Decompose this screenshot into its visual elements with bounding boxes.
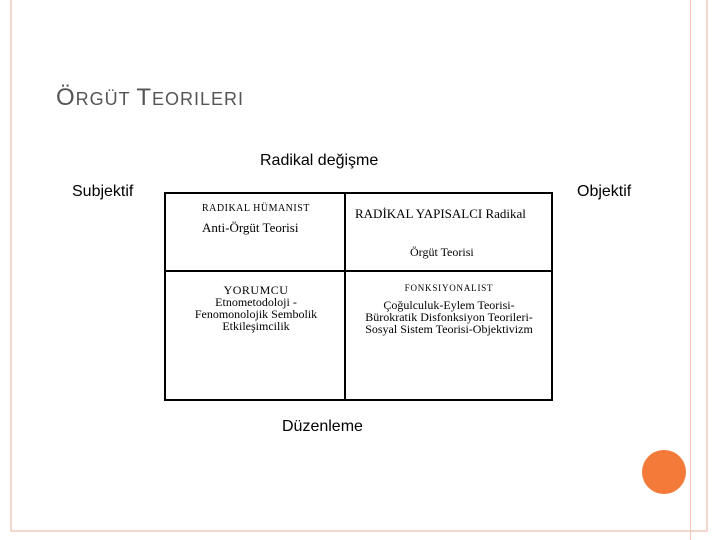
yorumcu-heading: YORUMCU (223, 283, 289, 297)
grid-top-border (164, 192, 553, 194)
fonksiyonalist-line-2: Bürokratik Disfonksiyon Teorileri- (365, 310, 533, 324)
slide-title (56, 84, 244, 112)
fonksiyonalist-block (346, 284, 552, 335)
top-axis-label: Radikal değişme (260, 152, 379, 169)
yorumcu-line-3: Etkileşimcilik (222, 319, 290, 333)
radikal-yapisalci-heading: RADİKAL YAPISALCI Radikal (355, 206, 526, 221)
title-initial-2: T (136, 84, 153, 111)
title-part-2: EORILERI (152, 89, 245, 109)
bottom-axis-label: Düzenleme (282, 418, 363, 435)
yorumcu-block (166, 284, 346, 332)
title-part-1: RGÜT (75, 89, 137, 109)
grid-bottom-border (164, 399, 553, 401)
grid-middle-divider (164, 270, 553, 272)
fonksiyonalist-line-1: Çoğulculuk-Eylem Teorisi- (383, 298, 515, 312)
yorumcu-line-2: Fenomonolojik Sembolik (194, 307, 318, 321)
decorative-circle (642, 450, 686, 494)
left-axis-label: Subjektif (72, 183, 134, 200)
radikal-yapisalci-text: Örgüt Teorisi (410, 245, 474, 259)
fonksiyonalist-line-3: Sosyal Sistem Teorisi-Objektivizm (365, 322, 533, 336)
slide-frame (10, 0, 708, 532)
radikal-humanist-heading: RADIKAL HÜMANIST (202, 203, 310, 214)
yorumcu-line-1: Etnometodoloji - (215, 295, 297, 309)
radikal-humanist-text: Anti-Örgüt Teorisi (202, 220, 299, 235)
fonksiyonalist-heading: FONKSIYONALIST (404, 283, 494, 293)
right-axis-label: Objektif (577, 183, 632, 200)
title-initial-1: Ö (56, 84, 76, 111)
decorative-line (690, 0, 691, 540)
